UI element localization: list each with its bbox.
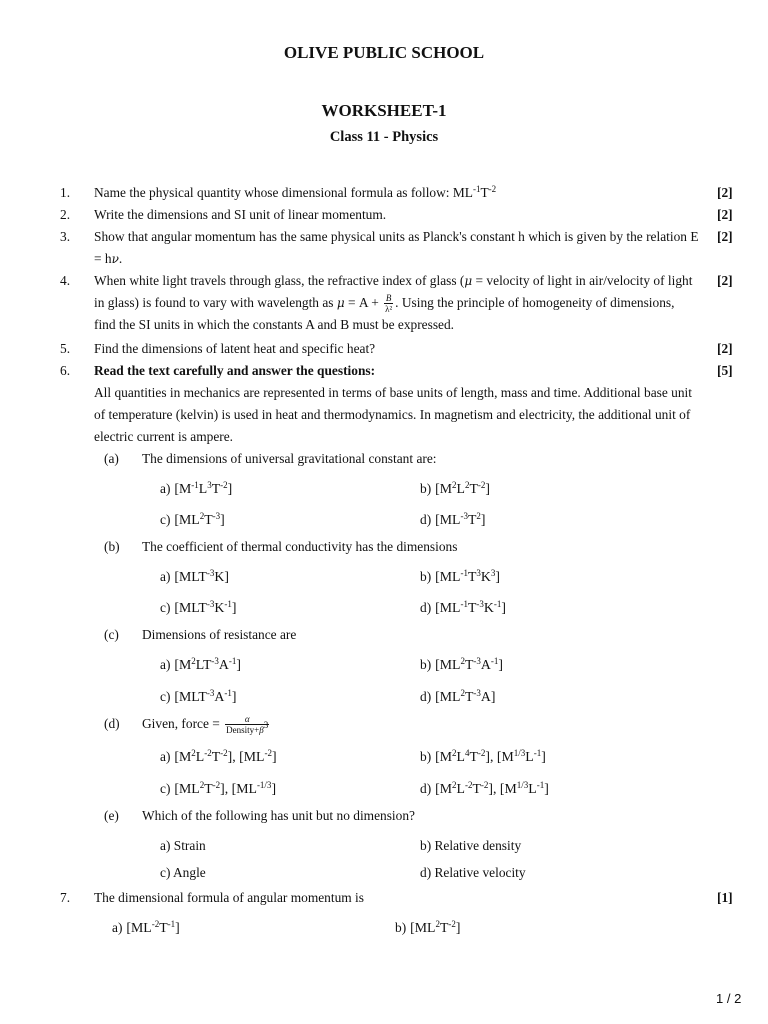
option-a[interactable]: a) $[M^2L^{-2}T^{-2}]$, $[ML^{-2}]$ — [160, 748, 277, 764]
question-number: 6. — [60, 363, 71, 378]
dimensional-formula: $[MLT^{-3}K]$ — [174, 568, 229, 584]
question-marks: [2] — [717, 207, 733, 222]
option-a[interactable]: a) $[ML^{-2}T^{-1}]$ — [112, 919, 180, 935]
option-d[interactable]: d) Relative velocity — [420, 865, 526, 880]
question-marks: [2] — [717, 273, 733, 288]
question-text: Name the physical quantity whose dimensional formula as follow: $ML^{-1}T^{-2}$ — [94, 184, 497, 200]
dimensional-formula: $[ML^{-1}T^{-3}K^{-1}]$ — [435, 599, 506, 615]
question-marks: [1] — [717, 890, 733, 905]
subquestion-label: (b) — [104, 539, 120, 554]
question-number: 2. — [60, 207, 71, 222]
question-text: When white light travels through glass, the refractive index of glass (μ = velocity of light in air/velocity of light in glass) is found to vary with wavelength as μ = A + $\frac{B}{\text{λ²}}$ . Using the principle of homogeneity of dimensions, find the SI units in which the constants A and B must be expressed. — [94, 273, 693, 333]
subquestion-text: The dimensions of universal gravitational constant are: — [142, 451, 437, 466]
option-b[interactable]: b) Relative density — [420, 838, 522, 853]
option-d[interactable]: d) $[ML^{-1}T^{-3}K^{-1}]$ — [420, 599, 506, 615]
question-text: Show that angular momentum has the same physical units as Planck's constant h which is given by the relation E = hν. — [94, 229, 699, 266]
option-c[interactable]: c) Angle — [160, 865, 206, 880]
question-number: 3. — [60, 229, 71, 244]
dimensional-formula: $[ML^2T^{-3}]$ — [174, 511, 225, 527]
option-d[interactable]: d) $[ML^{-3}T^2]$ — [420, 511, 486, 527]
dimensional-formula: $[ML^{-3}T^2]$ — [435, 511, 486, 527]
fraction: $\frac{\alpha}{Density+\beta^3}$ — [226, 714, 269, 736]
question-number: 5. — [60, 341, 71, 356]
question-number: 4. — [60, 273, 71, 288]
subquestion-text: The coefficient of thermal conductivity has the dimensions — [142, 539, 458, 554]
dimensional-formula: $[M^2L^{-2}T^{-2}]$, $[M^{1/3}L^{-1}]$ — [435, 780, 549, 796]
dimensional-formula: $[M^2L^4T^{-2}]$, $[M^{1/3}L^{-1}]$ — [435, 748, 546, 764]
subquestion-label: (e) — [104, 808, 119, 823]
fraction: $\frac{B}{\text{λ²}}$ — [385, 293, 393, 315]
option-b[interactable]: b) $[ML^2T^{-3}A^{-1}]$ — [420, 656, 503, 672]
subquestion-text: Which of the following has unit but no dimension? — [142, 808, 415, 823]
option-b[interactable]: b) $[ML^2T^{-2}]$ — [395, 919, 461, 935]
subquestion-label: (c) — [104, 627, 119, 642]
option-a[interactable]: a) $[M^2LT^{-3}A^{-1}]$ — [160, 656, 241, 672]
dimensional-formula: $[M^{-1}L^3T^{-2}]$ — [174, 480, 233, 496]
dimensional-formula: $[MLT^{-3}K^{-1}]$ — [174, 599, 237, 615]
option-d[interactable]: d) $[M^2L^{-2}T^{-2}]$, $[M^{1/3}L^{-1}]$ — [420, 780, 549, 796]
question-number: 1. — [60, 185, 71, 200]
option-a[interactable]: a) $[MLT^{-3}K]$ — [160, 568, 229, 584]
option-c[interactable]: c) $[MLT^{-3}K^{-1}]$ — [160, 599, 237, 615]
question-marks: [5] — [717, 363, 733, 378]
dimensional-formula: $[ML^{-1}T^3K^3]$ — [435, 568, 500, 584]
dimensional-formula: $[ML^{-2}T^{-1}]$ — [126, 919, 180, 935]
option-c[interactable]: c) $[ML^2T^{-3}]$ — [160, 511, 225, 527]
page-number: 1 / 2 — [716, 991, 742, 1006]
question-text: Find the dimensions of latent heat and specific heat? — [94, 341, 376, 356]
option-d[interactable]: d) $[ML^2T^{-3}A]$ — [420, 688, 496, 704]
option-a[interactable]: a) $[M^{-1}L^3T^{-2}]$ — [160, 480, 233, 496]
dimensional-formula: $[M^2L^2T^{-2}]$ — [435, 480, 491, 496]
option-c[interactable]: c) $[MLT^{-3}A^{-1}]$ — [160, 688, 237, 704]
dimensional-formula: $[ML^2T^{-2}]$ — [410, 919, 461, 935]
dimensional-formula: $[M^2L^{-2}T^{-2}]$, $[ML^{-2}]$ — [174, 748, 277, 764]
subquestion-text: Given, force = $\frac{\alpha}{Density+\beta^3}$ — [142, 714, 269, 736]
option-b[interactable]: b) $[M^2L^2T^{-2}]$ — [420, 480, 491, 496]
dimensional-formula: $[ML^2T^{-2}]$, $[ML^{-1/3}]$ — [174, 780, 277, 796]
subquestion-text: Dimensions of resistance are — [142, 627, 297, 642]
dimensional-formula: $[ML^2T^{-3}A^{-1}]$ — [435, 656, 503, 672]
dimensional-formula: $[MLT^{-3}A^{-1}]$ — [174, 688, 237, 704]
option-b[interactable]: b) $[ML^{-1}T^3K^3]$ — [420, 568, 500, 584]
question-number: 7. — [60, 890, 71, 905]
school-name: OLIVE PUBLIC SCHOOL — [283, 43, 485, 62]
option-c[interactable]: c) $[ML^2T^{-2}]$, $[ML^{-1/3}]$ — [160, 780, 277, 796]
question-marks: [2] — [717, 229, 733, 244]
question-text: The dimensional formula of angular momentum is — [94, 890, 364, 905]
worksheet-title: WORKSHEET-1 — [321, 101, 447, 120]
option-a[interactable]: a) Strain — [160, 838, 206, 853]
question-marks: [2] — [717, 341, 733, 356]
question-text: Write the dimensions and SI unit of linear momentum. — [94, 207, 387, 222]
subquestion-label: (d) — [104, 716, 120, 731]
question-text: Read the text carefully and answer the questions: All quantities in mechanics are represented in terms of base units of length, mass and time. Additional base unit of temperature (kelvin) is used in heat and thermodynamics. In magnetism and electricity, the additional unit of electric current is ampere. — [94, 363, 692, 444]
option-b[interactable]: b) $[M^2L^4T^{-2}]$, $[M^{1/3}L^{-1}]$ — [420, 748, 546, 764]
dimensional-formula: $[ML^2T^{-3}A]$ — [435, 688, 496, 704]
passage-heading: Read the text carefully and answer the questions: — [94, 363, 376, 378]
dimensional-formula: $[M^2LT^{-3}A^{-1}]$ — [174, 656, 241, 672]
question-marks: [2] — [717, 185, 733, 200]
class-subtitle: Class 11 - Physics — [329, 129, 439, 145]
subquestion-label: (a) — [104, 451, 119, 466]
